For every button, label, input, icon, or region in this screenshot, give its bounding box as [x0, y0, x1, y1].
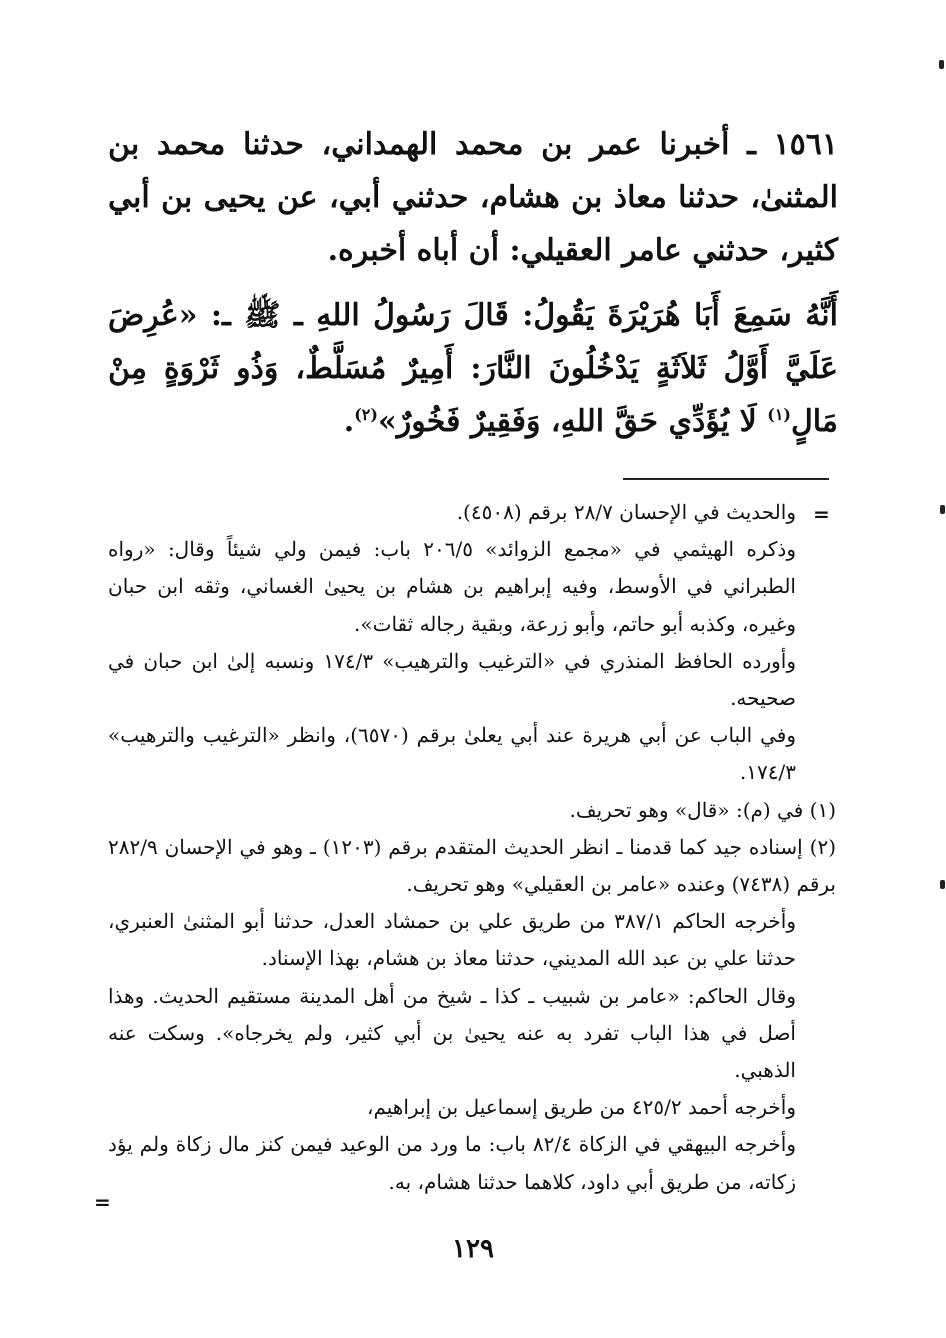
footnote-paragraph: وأورده الحافظ المنذري في «الترغيب والترهيب» ١٧٤/٣ ونسبه إلىٰ ابن حبان في صحيحه. [108, 648, 796, 711]
scan-edge-mark [940, 505, 945, 514]
footnote-2: (٢) إسناده جيد كما قدمنا ـ انظر الحديث المتقدم برقم (١٢٠٣) ـ وهو في الإحسان ٢٨٢/٩ برقم (٧٤٣٨) وعنده «عامر بن العقيلي» وهو تحريف. [108, 834, 837, 897]
footnote-ref-1: (١) [767, 405, 791, 424]
matn-text-2: لَا يُؤَدِّي حَقَّ اللهِ، وَفَقِيرٌ فَخُورٌ» [377, 404, 757, 439]
scan-edge-mark [940, 880, 945, 889]
hadith-number: ١٥٦١ [773, 127, 838, 162]
matn-text-1: أَنَّهُ سَمِعَ أَبَا هُرَيْرَةَ يَقُولُ: قَالَ رَسُولُ اللهِ ـ ﷺ ـ: «عُرِضَ عَلَيَّ أَوَّلُ ثَلاَثَةٍ يَدْخُلُونَ النَّارَ: أَمِيرٌ مُسَلَّطٌ، وَذُو ثَرْوَةٍ مِنْ مَالٍ [108, 298, 838, 439]
footnote-separator [623, 478, 829, 480]
footnote-paragraph: والحديث في الإحسان ٢٨/٧ برقم (٤٥٠٨). [456, 500, 796, 524]
footnotes [108, 494, 836, 1201]
isnad-text: ـ أخبرنا عمر بن محمد الهمداني، حدثنا محمد بن المثنىٰ، حدثنا معاذ بن هشام، حدثني أبي، عن يحيى بن أبي كثير، حدثني عامر العقيلي: أن أباه أخبره. [108, 127, 838, 268]
footnote-paragraph: وأخرجه الحاكم ٣٨٧/١ من طريق علي بن حمشاد العدل، حدثنا أبو المثنىٰ العنبري، حدثنا علي بن عبد الله المديني، حدثنا معاذ بن هشام، بهذا الإسناد. [108, 909, 796, 971]
footnote-paragraph: وقال الحاكم: «عامر بن شبيب ـ كذا ـ شيخ من أهل المدينة مستقيم الحديث. وهذا أصل في هذا الباب تفرد به عنه يحيىٰ بن أبي كثير، ولم يخرجاه». وسكت عنه الذهبي. [108, 983, 796, 1083]
hadith-matn [108, 289, 838, 448]
footnote-paragraph: وذكره الهيثمي في «مجمع الزوائد» ٢٠٦/٥ باب: فيمن ولي شيئاً وقال: «رواه الطبراني في الأوسط، وفيه إبراهيم بن هشام بن يحيىٰ الغساني، وثقه ابن حبان وغيره، وكذبه أبو حاتم، وأبو زرعة، وبقية رجاله ثقات». [108, 537, 796, 636]
scan-edge-mark [939, 60, 944, 69]
continuation-mark: = [813, 502, 830, 526]
matn-end: . [343, 404, 355, 439]
footnote-paragraph: وفي الباب عن أبي هريرة عند أبي يعلىٰ برقم (٦٥٧٠)، وانظر «الترغيب والترهيب» ١٧٤/٣. [108, 723, 796, 785]
footnote-paragraph: وأخرجه البيهقي في الزكاة ٨٢/٤ باب: ما ورد من الوعيد فيمن كنز مال زكاة ولم يؤد زكاته، من طريق أبي داود، كلاهما حدثنا هشام، به. [108, 1132, 796, 1194]
hadith-body [108, 118, 838, 448]
footnote-paragraph: وأخرجه أحمد ٤٢٥/٢ من طريق إسماعيل بن إبراهيم، [367, 1095, 796, 1120]
end-continuation-mark: = [94, 1190, 111, 1214]
footnote-1: (١) في (م): «قال» وهو تحريف. [569, 797, 836, 822]
hadith-isnad [108, 118, 838, 277]
footnote-ref-2: (٢) [354, 405, 378, 424]
page-number: ١٢٩ [452, 1234, 494, 1264]
